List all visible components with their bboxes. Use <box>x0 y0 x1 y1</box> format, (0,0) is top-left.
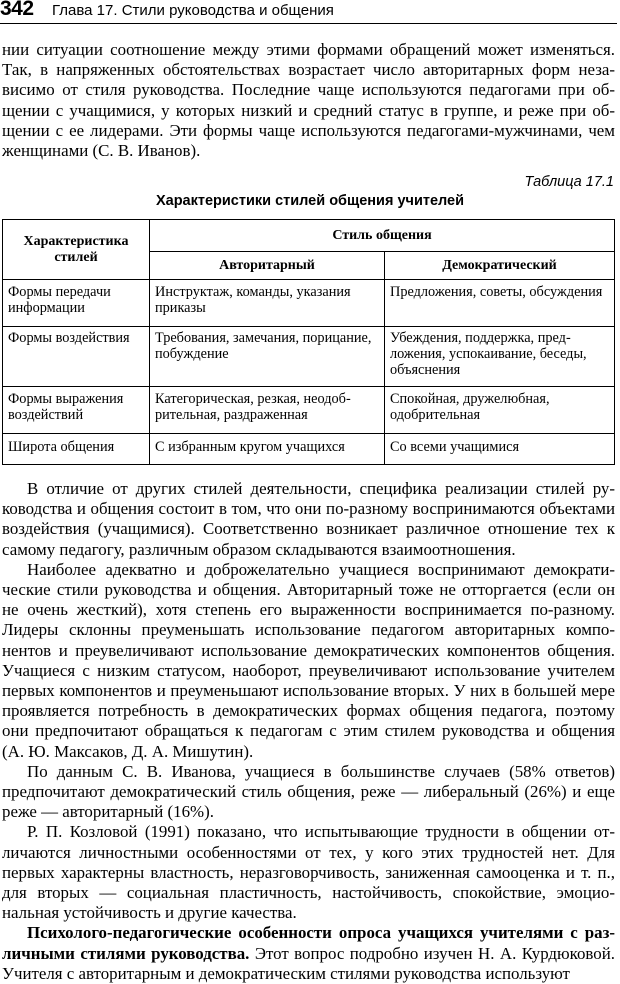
paragraph-student-perception: Наиболее адекватно и доброжелательно учащиеся воспринимают демократические стили руководства и общения. Авторитарный тоже не отторгается (если он не очень жесткий), хотя степень его выраженности воспринимается по-разному. Лидеры склонны преуменьшать использование педагогом авторитарных компонентов и преувеличивают использование демократических компонентов общения. Учащиеся с низким статусом, наоборот, преувеличивают использование учителем первых компонентов и преуменьшают использование вторых. У них в большей мере проявляется потребность в демократических формах общения педагога, поэтому они предпочитают обращаться к педагогам с этим стилем руководства и общения (А. Ю. Максаков, Д. А. Мишутин). <box>2 559 615 761</box>
running-header <box>0 1 617 24</box>
paragraph-style-perception: В отличие от других стилей деятельности, специфика реализации стилей руководства и общения состоит в том, что они по-разному воспринимаются объектами воздействия (учащимися). Соответственно возникает различное отношение тех к самому педагогу, различным образом складываются взаимоотношения. <box>2 479 615 559</box>
header-communication-style: Стиль общения <box>150 220 615 252</box>
paragraph-survey-features <box>2 923 615 984</box>
row-democratic: Убеждения, поддержка, предложения, успокаивание, беседы, объяснения <box>385 327 615 387</box>
page-number: 342 <box>0 0 34 20</box>
header-democratic: Демократический <box>385 252 615 280</box>
row-authoritarian: С избранным кругом учащихся <box>150 434 385 465</box>
chapter-title: Глава 17. Стили руководства и общения <box>52 2 334 19</box>
row-characteristic: Широта общения <box>3 434 150 465</box>
row-democratic: Со всеми учащимися <box>385 434 615 465</box>
row-authoritarian: Требования, замечания, порицание, побуждение <box>150 327 385 387</box>
table-caption: Таблица 17.1 <box>524 174 614 190</box>
row-characteristic: Формы воздействия <box>3 327 150 387</box>
section-run-in-heading: Психолого-педагогические особенности опроса учащихся учителями с различными стилями руководства. <box>2 923 615 963</box>
row-authoritarian: Инструктаж, команды, указания приказы <box>150 280 385 327</box>
main-text <box>2 479 615 984</box>
row-democratic: Предложения, советы, обсуждения <box>385 280 615 327</box>
row-characteristic: Формы передачи информации <box>3 280 150 327</box>
communication-styles-table <box>2 219 615 465</box>
header-characteristic: Характеристика стилей <box>3 220 150 280</box>
table-row <box>3 387 615 434</box>
paragraph-ivanov-data: По данным С. В. Иванова, учащиеся в большинстве случаев (58% ответов) предпочитают демократический стиль общения, реже — либеральный (26%) и еще реже — авторитарный (16%). <box>2 761 615 822</box>
row-authoritarian: Категорическая, резкая, неодобрительная, раздраженная <box>150 387 385 434</box>
paragraph-survey-text: Этот вопрос подробно изучен Н. А. Курдюковой. Учителя с авторитарным и демократическим стилями руководства используют <box>2 943 615 983</box>
header-authoritarian: Авторитарный <box>150 252 385 280</box>
paragraph-kozlova: Р. П. Козловой (1991) показано, что испытывающие трудности в общении отличаются личностными особенностями от тех, у кого этих трудностей нет. Для первых характерны властность, неразговорчивость, заниженная самооценка и т. п., для вторых — социальная пластичность, настойчивость, спокойствие, эмоциональная устойчивость и другие качества. <box>2 822 615 923</box>
row-characteristic: Формы выражения воздействий <box>3 387 150 434</box>
intro-paragraph: нии ситуации соотношение между этими формами обращений может изменяться. Так, в напряженных обстоятельствах возрастает число авторитарных форм независимо от стиля руководства. Последние чаще используются педагогами при общении с учащимися, у которых низкий и средний статус в группе, и реже при общении с ее лидерами. Эти формы чаще используются педагогами-мужчинами, чем женщинами (С. В. Иванов). <box>2 40 615 161</box>
table-row <box>3 327 615 387</box>
table-row <box>3 434 615 465</box>
row-democratic: Спокойная, дружелюбная, одобрительная <box>385 387 615 434</box>
table-title: Характеристики стилей общения учителей <box>155 193 465 209</box>
table-row <box>3 280 615 327</box>
